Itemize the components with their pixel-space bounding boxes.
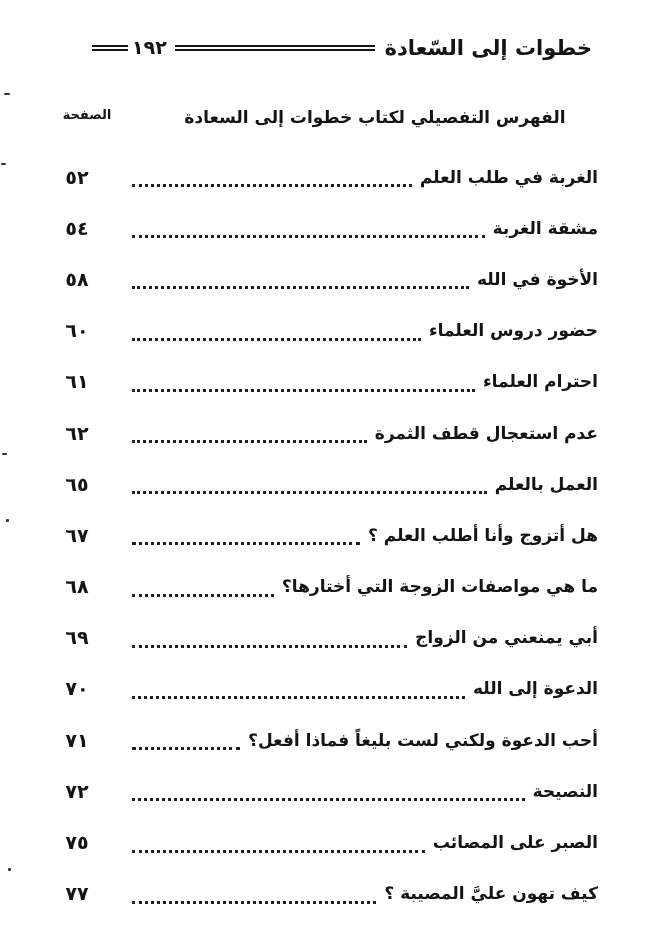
toc-entry-title: الأخوة في الله: [476, 269, 598, 290]
toc-entry: [52, 715, 598, 766]
toc-entry-page: ٧١: [65, 729, 89, 752]
header-rule: [175, 45, 375, 51]
scan-speck: [4, 93, 10, 95]
toc-entry: [52, 306, 598, 357]
toc-entry: [52, 203, 598, 254]
toc-entry-title: أبي يمنعني من الزواج: [415, 628, 598, 649]
dot-leader: [132, 225, 485, 238]
toc-entry-page: ٦٢: [65, 422, 89, 445]
dot-leader: [132, 379, 475, 392]
toc-entry-page: ٧٠: [65, 678, 89, 701]
toc-entry-title: النصيحة: [532, 781, 598, 802]
running-header-title: خطوات إلى السّعادة: [384, 36, 592, 60]
dot-leader: [132, 635, 407, 648]
toc-entry-title: احترام العلماء: [482, 372, 598, 393]
toc-entry-title: حضور دروس العلماء: [428, 321, 598, 342]
dot-leader: [132, 174, 412, 187]
scan-speck: [2, 453, 7, 455]
toc-entry: [52, 869, 598, 920]
toc-entry: [52, 510, 598, 561]
dot-leader: [132, 788, 525, 801]
toc-entry-page: ٧٢: [65, 780, 89, 803]
toc-entry-page: ٦٥: [65, 473, 89, 496]
toc-entry-title: الصبر على المصائب: [432, 833, 598, 854]
table-of-contents: [52, 152, 598, 920]
toc-entry-page: ٥٨: [65, 268, 89, 291]
dot-leader: [132, 737, 240, 750]
toc-entry: [52, 152, 598, 203]
toc-entry-page: ٦٧: [65, 524, 89, 547]
toc-entry-page: ٧٥: [65, 832, 89, 855]
toc-entry: [52, 408, 598, 459]
running-header: [92, 30, 592, 66]
toc-entry-page: ٦٠: [65, 320, 89, 343]
scan-speck: [8, 868, 11, 871]
toc-entry-title: مشقة الغربة: [492, 218, 598, 239]
toc-entry-title: هل أتزوج وأنا أطلب العلم ؟: [367, 525, 598, 546]
dot-leader: [132, 891, 376, 904]
dot-leader: [132, 430, 367, 443]
toc-entry-title: العمل بالعلم: [494, 474, 598, 495]
dot-leader: [132, 328, 421, 341]
toc-entry: [52, 254, 598, 305]
toc-entry-title: عدم استعجال قطف الثمرة: [374, 423, 598, 444]
header-rule-end: [92, 45, 128, 51]
toc-entry: [52, 357, 598, 408]
toc-entry: [52, 562, 598, 613]
toc-entry-title: أحب الدعوة ولكني لست بليغاً فماذا أفعل؟: [248, 730, 598, 751]
toc-entry: [52, 613, 598, 664]
page-column-heading: الصفحة: [62, 108, 112, 123]
toc-entry: [52, 766, 598, 817]
toc-entry-page: ٥٢: [65, 166, 89, 189]
dot-leader: [132, 584, 274, 597]
dot-leader: [132, 481, 487, 494]
scan-speck: [6, 519, 9, 522]
toc-entry-title: كيف تهون عليَّ المصيبة ؟: [384, 884, 598, 905]
dot-leader: [132, 686, 465, 699]
dot-leader: [132, 532, 360, 545]
toc-entry-title: الغربة في طلب العلم: [419, 167, 598, 188]
toc-entry-page: ٦٩: [65, 627, 89, 650]
toc-entry: [52, 817, 598, 868]
page-number: ١٩٢: [132, 37, 167, 59]
toc-entry-page: ٧٧: [65, 883, 89, 906]
dot-leader: [132, 276, 469, 289]
toc-entry-title: ما هي مواصفات الزوجة التي أختارها؟: [281, 577, 598, 598]
toc-entry-page: ٦١: [65, 371, 89, 394]
scan-speck: [1, 163, 6, 165]
toc-entry-page: ٥٤: [65, 217, 89, 240]
index-heading: الفهرس التفصيلي لكتاب خطوات إلى السعادة: [184, 108, 566, 128]
toc-entry: [52, 459, 598, 510]
dot-leader: [132, 840, 425, 853]
toc-entry-title: الدعوة إلى الله: [472, 679, 598, 700]
toc-entry-page: ٦٨: [65, 576, 89, 599]
toc-entry: [52, 664, 598, 715]
